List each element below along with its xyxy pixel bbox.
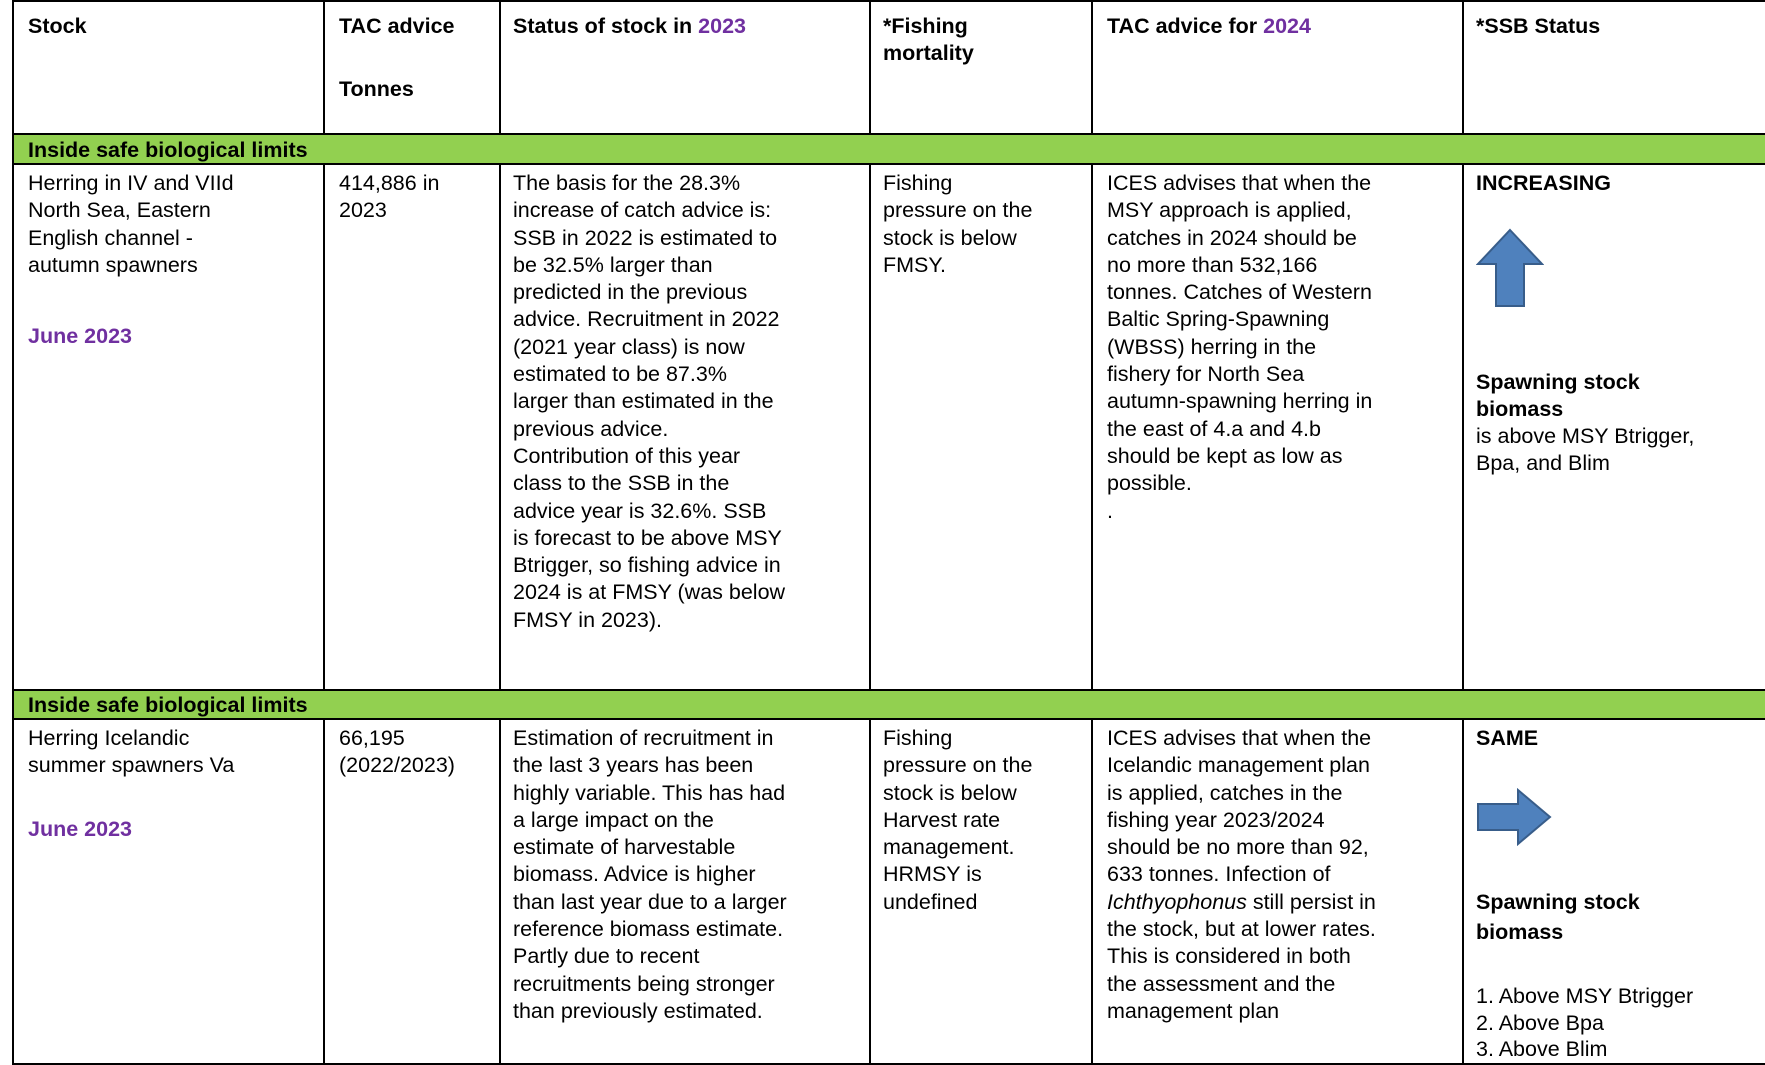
advice-line: ICES advises that when the <box>1107 171 1372 195</box>
ssb-label <box>1476 889 1640 947</box>
fishing-line: undefined <box>883 889 978 914</box>
row-border <box>12 133 1765 135</box>
advice-line: fishing year 2023/2024 <box>1107 807 1325 832</box>
ssb-line: Bpa, and Blim <box>1476 451 1610 476</box>
fishing-line: stock is below <box>883 225 1017 250</box>
col-border <box>869 718 871 1065</box>
status-line: 2024 is at FMSY (was below <box>513 580 786 605</box>
stock-line: autumn spawners <box>28 252 198 277</box>
fishing-line: Harvest rate <box>883 807 1001 832</box>
tac-line: 2023 <box>339 198 387 223</box>
fishing-mortality-text <box>883 170 1032 279</box>
fishing-line: Fishing <box>883 726 953 750</box>
fishing-line: management. <box>883 835 1015 860</box>
status-line: Estimation of recruitment in <box>513 726 774 750</box>
advice-line: possible. <box>1107 471 1192 496</box>
fishing-line: pressure on the <box>883 198 1033 223</box>
table-top-border <box>12 0 1765 2</box>
status-line: Contribution of this year <box>513 443 741 468</box>
status-text <box>513 170 785 634</box>
tac-line: 66,195 <box>339 726 405 750</box>
status-line: than previously estimated. <box>513 998 763 1023</box>
section-band-label: Inside safe biological limits <box>28 138 308 162</box>
stock-name <box>28 725 234 780</box>
advice-line: ICES advises that when the <box>1107 726 1372 750</box>
header-stock: Stock <box>28 14 87 38</box>
tac-value <box>339 170 439 225</box>
ssb-list <box>1476 983 1693 1063</box>
fishing-line: pressure on the <box>883 753 1033 778</box>
col-border <box>1462 163 1464 691</box>
advice-line: no more than 532,166 <box>1107 252 1318 277</box>
header-fishing-line: mortality <box>883 41 974 66</box>
col-border <box>1091 163 1093 691</box>
ssb-list-item: 2. Above Bpa <box>1476 1010 1604 1035</box>
status-line: highly variable. This has had <box>513 780 786 805</box>
ssb-label-line: biomass <box>1476 920 1564 945</box>
advice-line: (WBSS) herring in the <box>1107 334 1317 359</box>
tac-line: (2022/2023) <box>339 753 455 778</box>
header-fishing-line: *Fishing <box>883 14 968 38</box>
stock-line: English channel - <box>28 225 193 250</box>
advice-line: the east of 4.a and 4.b <box>1107 416 1321 441</box>
advice-line <box>1107 889 1376 916</box>
status-line: estimated to be 87.3% <box>513 362 727 387</box>
arrow-right-icon <box>1476 788 1552 846</box>
fishing-line: HRMSY is <box>883 862 982 887</box>
advice-line: This is considered in both <box>1107 944 1351 969</box>
ssb-list-item: 1. Above MSY Btrigger <box>1476 984 1694 1008</box>
stock-name <box>28 170 234 279</box>
col-border <box>869 163 871 691</box>
ssb-line: is above MSY Btrigger, <box>1476 424 1695 448</box>
header-tonnes: Tonnes <box>339 77 414 101</box>
status-line: estimate of harvestable <box>513 835 736 860</box>
stock-line: Herring Icelandic <box>28 726 190 750</box>
status-line: increase of catch advice is: <box>513 198 772 223</box>
status-line: advice. Recruitment in 2022 <box>513 307 780 332</box>
advice-line: tonnes. Catches of Western <box>1107 280 1372 305</box>
advice-line: should be kept as low as <box>1107 443 1343 468</box>
section-band-label: Inside safe biological limits <box>28 693 308 717</box>
advice-line: management plan <box>1107 998 1280 1023</box>
status-line: The basis for the 28.3% <box>513 171 741 195</box>
col-border <box>1462 718 1464 1065</box>
advice-line: 633 tonnes. Infection of <box>1107 862 1331 887</box>
stock-date: June 2023 <box>28 817 132 841</box>
arrow-up-icon <box>1476 228 1544 308</box>
advice-line: is applied, catches in the <box>1107 780 1343 805</box>
col-border <box>869 0 871 135</box>
fishing-line: stock is below <box>883 780 1017 805</box>
fishing-line: Fishing <box>883 171 953 195</box>
col-border <box>323 163 325 691</box>
advice-line: fishery for North Sea <box>1107 362 1305 387</box>
status-text <box>513 725 787 1025</box>
status-line: Btrigger, so fishing advice in <box>513 553 781 578</box>
advice-line: the stock, but at lower rates. <box>1107 917 1376 942</box>
advice-line: MSY approach is applied, <box>1107 198 1352 223</box>
ssb-trend: SAME <box>1476 726 1539 750</box>
status-line: than last year due to a larger <box>513 889 787 914</box>
table-left-border <box>12 0 14 1065</box>
col-border <box>323 718 325 1065</box>
status-line: recruitments being stronger <box>513 971 775 996</box>
status-line: is forecast to be above MSY <box>513 525 782 550</box>
advice-line: . <box>1107 498 1113 523</box>
status-line: SSB in 2022 is estimated to <box>513 225 778 250</box>
ssb-list-item: 3. Above Blim <box>1476 1037 1608 1061</box>
status-line: class to the SSB in the <box>513 471 730 496</box>
advice-line: Baltic Spring-Spawning <box>1107 307 1330 332</box>
header-tac-advice-next <box>1107 13 1311 40</box>
status-line: (2021 year class) is now <box>513 334 745 359</box>
advice-italic-rest: still persist in <box>1246 889 1376 914</box>
status-line: advice year is 32.6%. SSB <box>513 498 767 523</box>
stock-line: Herring in IV and VIId <box>28 171 234 195</box>
fishing-mortality-text <box>883 725 1032 916</box>
stock-line: summer spawners Va <box>28 753 235 778</box>
header-tac-advice: TAC advice <box>339 14 455 38</box>
tac-advice-text <box>1107 170 1372 525</box>
status-line: the last 3 years has been <box>513 753 754 778</box>
tac-value <box>339 725 455 780</box>
header-status <box>513 13 746 40</box>
advice-line: Icelandic management plan <box>1107 753 1370 778</box>
col-border <box>1091 0 1093 135</box>
col-border <box>499 718 501 1065</box>
col-border <box>1462 0 1464 135</box>
ssb-label-line: biomass <box>1476 397 1564 422</box>
status-line: previous advice. <box>513 416 669 441</box>
stock-date: June 2023 <box>28 324 132 348</box>
ssb-trend: INCREASING <box>1476 171 1611 195</box>
header-advice-year: 2024 <box>1263 14 1311 38</box>
ssb-label <box>1476 369 1640 424</box>
ssb-label-line: Spawning stock <box>1476 890 1640 914</box>
status-line: biomass. Advice is higher <box>513 862 756 887</box>
advice-line: catches in 2024 should be <box>1107 225 1357 250</box>
status-line: Partly due to recent <box>513 944 700 969</box>
status-line: FMSY in 2023). <box>513 607 662 632</box>
tac-advice-text <box>1107 725 1376 1025</box>
fishing-line: FMSY. <box>883 252 946 277</box>
header-fishing-mortality <box>883 13 974 68</box>
tac-line: 414,886 in <box>339 171 440 195</box>
ssb-description <box>1476 423 1694 478</box>
status-line: larger than estimated in the <box>513 389 774 414</box>
advice-line: the assessment and the <box>1107 971 1336 996</box>
header-status-year: 2023 <box>698 14 747 38</box>
col-border <box>323 0 325 135</box>
ssb-label-line: Spawning stock <box>1476 370 1640 394</box>
status-line: reference biomass estimate. <box>513 917 784 942</box>
status-line: be 32.5% larger than <box>513 252 713 277</box>
row-border <box>12 689 1765 691</box>
header-ssb-status: *SSB Status <box>1476 14 1601 38</box>
col-border <box>1091 718 1093 1065</box>
col-border <box>499 163 501 691</box>
advice-italic-term: Ichthyophonus <box>1107 889 1247 914</box>
advice-line: should be no more than 92, <box>1107 835 1369 860</box>
header-advice-text: TAC advice for <box>1107 14 1264 38</box>
header-status-text: Status of stock in <box>513 14 699 38</box>
status-line: predicted in the previous <box>513 280 748 305</box>
stock-line: North Sea, Eastern <box>28 198 211 223</box>
status-line: a large impact on the <box>513 807 714 832</box>
advice-line: autumn-spawning herring in <box>1107 389 1373 414</box>
col-border <box>499 0 501 135</box>
